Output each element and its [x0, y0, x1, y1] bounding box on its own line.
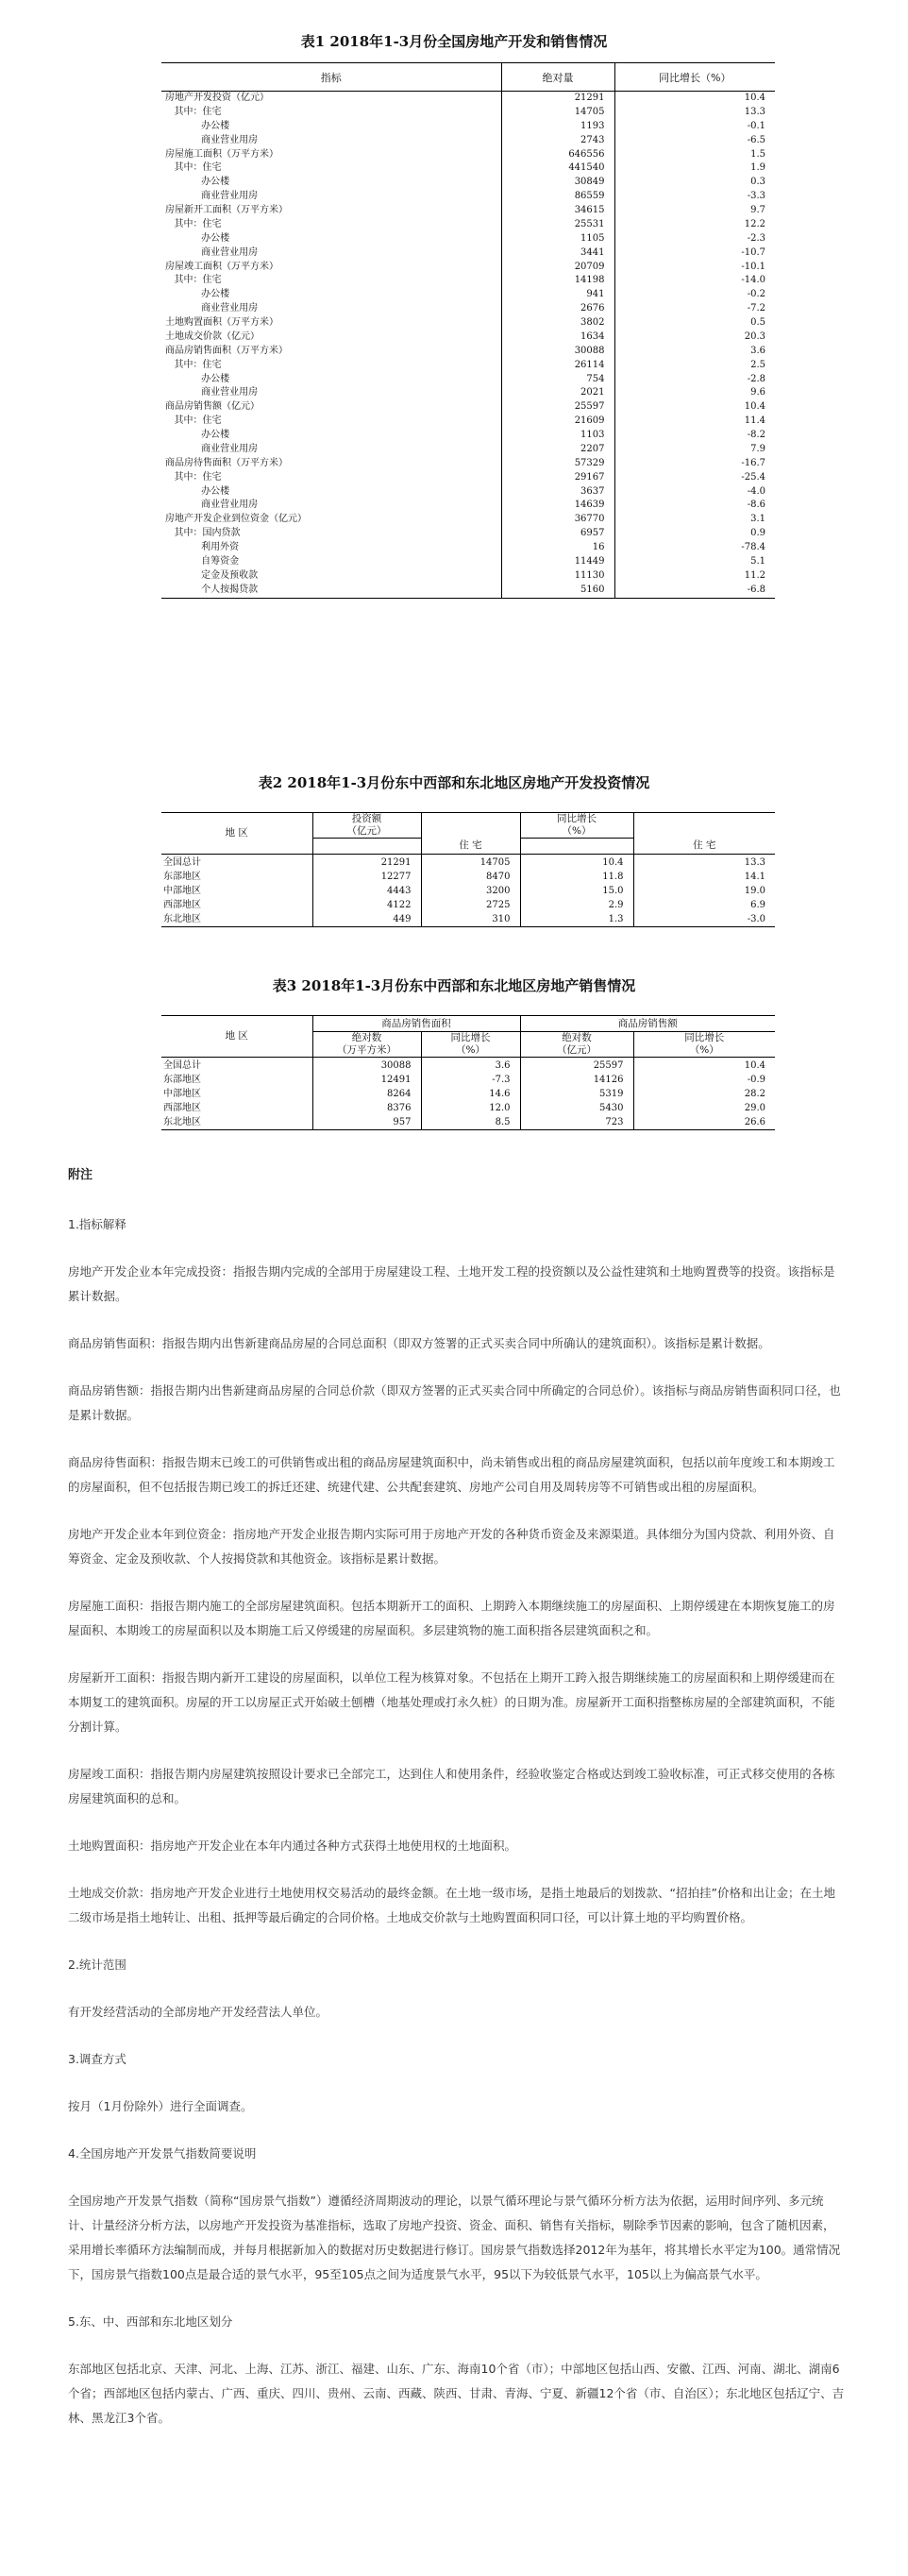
area-growth-cell: -7.3 — [421, 1073, 520, 1087]
absolute-cell: 2676 — [501, 302, 614, 316]
sales-cell: 723 — [520, 1115, 633, 1130]
invest-cell: 4122 — [312, 898, 421, 912]
paragraph: 土地成交价款：指房地产开发企业进行土地使用权交易活动的最终金额。在土地一级市场，是指土地最后的划拨款、“招拍挂”价格和出让金；在土地二级市场是指土地转让、出租、抵押等最后确定的合同价格。土地成交价款与土地购置面积同口径，可以计算土地的平均购置价格。 — [68, 1886, 835, 1924]
housing-cell: 14705 — [421, 855, 520, 871]
table2-header-region: 地 区 — [161, 813, 312, 855]
growth-cell: 9.7 — [614, 204, 775, 218]
table3-header-sales: 商品房销售额 — [520, 1016, 775, 1032]
paragraph: 房屋竣工面积：指报告期内房屋建筑按照设计要求已全部完工，达到住人和使用条件，经验收鉴定合格或达到竣工验收标准，可正式移交使用的各栋房屋建筑面积的总和。 — [68, 1767, 835, 1805]
indicator-cell: 土地成交价款（亿元） — [165, 330, 260, 342]
growth-cell: -10.7 — [614, 246, 775, 261]
table3 — [161, 1015, 775, 1130]
absolute-cell: 14705 — [501, 106, 614, 120]
notes-section — [68, 1163, 846, 2453]
growth-cell: 13.3 — [614, 106, 775, 120]
indicator-cell: 其中：住宅 — [165, 415, 222, 427]
indicator-cell: 其中：住宅 — [165, 162, 222, 174]
absolute-cell: 57329 — [501, 457, 614, 471]
absolute-cell: 30849 — [501, 176, 614, 190]
growth-cell: 15.0 — [520, 884, 633, 898]
table-row — [161, 204, 775, 218]
growth-cell: -10.1 — [614, 261, 775, 275]
region-cell: 西部地区 — [163, 900, 201, 910]
absolute-cell: 3441 — [501, 246, 614, 261]
table-row — [161, 429, 775, 443]
paragraph: 商品房待售面积：指报告期末已竣工的可供销售或出租的商品房屋建筑面积中，尚未销售或出租的商品房屋建筑面积，包括以前年度竣工和本期竣工的房屋面积，但不包括报告期已竣工的拆迁还建、统建代建、公共配套建筑、房地产公司自用及周转房等不可销售或出租的房屋面积。 — [68, 1455, 835, 1494]
table-row — [161, 541, 775, 555]
indicator-cell: 个人按揭贷款 — [165, 584, 259, 595]
table-row — [161, 855, 775, 871]
table-row — [161, 246, 775, 261]
paragraph: 房屋施工面积：指报告期内施工的全部房屋建筑面积。包括本期新开工的面积、上期跨入本期继续施工的房屋面积、上期停缓建在本期恢复施工的房屋面积、本期竣工的房屋面积以及本期施工后又停缓建的房屋面积。多层建筑物的施工面积指各层建筑面积之和。 — [68, 1599, 835, 1637]
absolute-cell: 754 — [501, 373, 614, 387]
table-row — [161, 261, 775, 275]
paragraph: 商品房销售面积：指报告期内出售新建商品房屋的合同总面积（即双方签署的正式买卖合同中所确认的建筑面积）。该指标是累计数据。 — [68, 1336, 770, 1350]
absolute-cell: 1193 — [501, 120, 614, 134]
housing-growth-cell: 13.3 — [633, 855, 775, 871]
table2-title: 表2 2018年1-3月份东中西部和东北地区房地产开发投资情况 — [258, 774, 650, 791]
indicator-cell: 土地购置面积（万平方米） — [165, 317, 278, 328]
growth-cell: 11.8 — [520, 870, 633, 884]
invest-cell: 449 — [312, 912, 421, 927]
absolute-cell: 2021 — [501, 386, 614, 400]
housing-growth-cell: -3.0 — [633, 912, 775, 927]
table-row — [161, 555, 775, 569]
paragraph: 按月（1月份除外）进行全面调查。 — [68, 2099, 253, 2113]
growth-cell: 1.3 — [520, 912, 633, 927]
indicator-cell: 其中：国内贷款 — [165, 528, 241, 539]
table3-header-pct: 同比增长 （%） — [421, 1032, 520, 1058]
sales-cell: 25597 — [520, 1058, 633, 1074]
growth-cell: -2.3 — [614, 232, 775, 246]
area-cell: 12491 — [312, 1073, 421, 1087]
absolute-cell: 441540 — [501, 161, 614, 176]
section-heading: 4.全国房地产开发景气指数简要说明 — [68, 2146, 257, 2161]
area-growth-cell: 8.5 — [421, 1115, 520, 1130]
indicator-cell: 其中：住宅 — [165, 275, 222, 286]
absolute-cell: 86559 — [501, 190, 614, 204]
absolute-cell: 14639 — [501, 499, 614, 513]
indicator-cell: 办公楼 — [165, 373, 230, 384]
table-row — [161, 106, 775, 120]
indicator-cell: 商业营业用房 — [165, 387, 259, 398]
table-row — [161, 457, 775, 471]
absolute-cell: 1105 — [501, 232, 614, 246]
table-row — [161, 527, 775, 541]
housing-cell: 2725 — [421, 898, 520, 912]
growth-cell: 1.5 — [614, 148, 775, 162]
paragraph: 房地产开发企业本年完成投资：指报告期内完成的全部用于房屋建设工程、土地开发工程的投资额以及公益性建筑和土地购置费等的投资。该指标是累计数据。 — [68, 1264, 835, 1303]
section-heading: 3.调查方式 — [68, 2052, 126, 2066]
area-growth-cell: 14.6 — [421, 1087, 520, 1101]
table2 — [161, 812, 775, 927]
section-heading: 1.指标解释 — [68, 1217, 126, 1231]
region-cell: 中部地区 — [163, 1089, 201, 1099]
paragraph: 商品房销售额：指报告期内出售新建商品房屋的合同总价款（即双方签署的正式买卖合同中所确定的合同总价）。该指标与商品房销售面积同口径，也是累计数据。 — [68, 1383, 841, 1422]
section-heading: 2.统计范围 — [68, 1957, 126, 1972]
growth-cell: 3.1 — [614, 513, 775, 527]
housing-growth-cell: 14.1 — [633, 870, 775, 884]
growth-cell: -25.4 — [614, 471, 775, 485]
table-row — [161, 1058, 775, 1074]
growth-cell: 10.4 — [520, 855, 633, 871]
table1-header-absolute: 绝对量 — [501, 63, 614, 92]
housing-growth-cell: 19.0 — [633, 884, 775, 898]
absolute-cell: 25531 — [501, 218, 614, 232]
absolute-cell: 26114 — [501, 359, 614, 373]
indicator-cell: 房屋施工面积（万平方米） — [165, 148, 278, 160]
absolute-cell: 6957 — [501, 527, 614, 541]
region-cell: 东部地区 — [163, 1075, 201, 1085]
growth-cell: 3.6 — [614, 345, 775, 359]
absolute-cell: 21609 — [501, 415, 614, 429]
table-row — [161, 1073, 775, 1087]
paragraph: 房屋新开工面积：指报告期内新开工建设的房屋面积，以单位工程为核算对象。不包括在上期开工跨入报告期继续施工的房屋面积和上期停缓建而在本期复工的建筑面积。房屋的开工以房屋正式开始破土刨槽（地基处理或打永久桩）的日期为准。房屋新开工面积指整栋房屋的全部建筑面积，不能分割计算。 — [68, 1670, 835, 1734]
growth-cell: -78.4 — [614, 541, 775, 555]
absolute-cell: 20709 — [501, 261, 614, 275]
growth-cell: 0.9 — [614, 527, 775, 541]
region-cell: 东北地区 — [163, 914, 201, 924]
indicator-cell: 利用外资 — [165, 542, 240, 552]
notes-heading: 附注 — [68, 1168, 93, 1182]
table1-title: 表1 2018年1-3月份全国房地产开发和销售情况 — [300, 33, 608, 50]
area-cell: 8264 — [312, 1087, 421, 1101]
indicator-cell: 商品房待售面积（万平方米） — [165, 457, 288, 468]
growth-cell: 0.3 — [614, 176, 775, 190]
table3-header-area: 商品房销售面积 — [312, 1016, 520, 1032]
indicator-cell: 其中：住宅 — [165, 106, 222, 117]
table-row — [161, 148, 775, 162]
indicator-cell: 办公楼 — [165, 289, 230, 300]
table-row — [161, 330, 775, 345]
table-row — [161, 274, 775, 288]
indicator-cell: 其中：住宅 — [165, 218, 222, 229]
absolute-cell: 21291 — [501, 92, 614, 106]
absolute-cell: 1103 — [501, 429, 614, 443]
absolute-cell: 36770 — [501, 513, 614, 527]
indicator-cell: 办公楼 — [165, 120, 230, 131]
growth-cell: 20.3 — [614, 330, 775, 345]
table2-header-invest: 投资额 （亿元） — [312, 813, 421, 839]
indicator-cell: 其中：住宅 — [165, 471, 222, 483]
paragraph: 全国房地产开发景气指数（简称“国房景气指数”）遵循经济周期波动的理论，以景气循环理论与景气循环分析方法为依据，运用时间序列、多元统计、计量经济分析方法，以房地产开发投资为基准指标，选取了房地产投资、资金、面积、销售有关指标，剔除季节因素的影响，包含了随机因素，采用增长率循环方法编制而成，并每月根据新加入的数据对历史数据进行修订。国房景气指数选择2012年为基年，将其增长水平定为100。通常情况下，国房景气指数100点是最合适的景气水平，95至105点之间为适度景气水平，95以下为较低景气水平，105以上为偏高景气水平。 — [68, 2194, 841, 2281]
absolute-cell: 5160 — [501, 584, 614, 598]
table1 — [161, 62, 775, 599]
table-row — [161, 912, 775, 927]
sales-growth-cell: 10.4 — [633, 1058, 775, 1074]
table-row — [161, 161, 775, 176]
absolute-cell: 646556 — [501, 148, 614, 162]
table-row — [161, 1115, 775, 1130]
indicator-cell: 商业营业用房 — [165, 246, 259, 258]
indicator-cell: 商业营业用房 — [165, 500, 259, 511]
invest-cell: 12277 — [312, 870, 421, 884]
area-cell: 957 — [312, 1115, 421, 1130]
growth-cell: -6.5 — [614, 134, 775, 148]
table-row — [161, 386, 775, 400]
table-row — [161, 359, 775, 373]
table-row — [161, 499, 775, 513]
growth-cell: -3.3 — [614, 190, 775, 204]
sales-growth-cell: 28.2 — [633, 1087, 775, 1101]
area-growth-cell: 3.6 — [421, 1058, 520, 1074]
absolute-cell: 11449 — [501, 555, 614, 569]
table-row — [161, 485, 775, 500]
sales-cell: 14126 — [520, 1073, 633, 1087]
growth-cell: 9.6 — [614, 386, 775, 400]
region-cell: 全国总计 — [163, 1060, 201, 1071]
table-row — [161, 190, 775, 204]
table3-header-pct2: 同比增长 （%） — [633, 1032, 775, 1058]
table-row — [161, 584, 775, 598]
absolute-cell: 14198 — [501, 274, 614, 288]
growth-cell: -14.0 — [614, 274, 775, 288]
growth-cell: 7.9 — [614, 443, 775, 457]
table-row — [161, 288, 775, 302]
area-growth-cell: 12.0 — [421, 1101, 520, 1115]
region-cell: 中部地区 — [163, 886, 201, 896]
absolute-cell: 25597 — [501, 400, 614, 415]
indicator-cell: 自筹资金 — [165, 555, 240, 567]
absolute-cell: 1634 — [501, 330, 614, 345]
growth-cell: 11.2 — [614, 569, 775, 584]
table-row — [161, 176, 775, 190]
region-cell: 东部地区 — [163, 872, 201, 882]
indicator-cell: 其中：住宅 — [165, 359, 222, 370]
growth-cell: 0.5 — [614, 316, 775, 330]
housing-growth-cell: 6.9 — [633, 898, 775, 912]
indicator-cell: 商品房销售面积（万平方米） — [165, 345, 288, 356]
table-row — [161, 569, 775, 584]
table-row — [161, 400, 775, 415]
table2-header-housing: 住 宅 — [421, 839, 520, 855]
indicator-cell: 定金及预收款 — [165, 569, 259, 581]
absolute-cell: 941 — [501, 288, 614, 302]
growth-cell: 10.4 — [614, 400, 775, 415]
indicator-cell: 房地产开发投资（亿元） — [165, 93, 269, 103]
table1-header-indicator: 指标 — [161, 63, 501, 92]
growth-cell: 2.5 — [614, 359, 775, 373]
region-cell: 西部地区 — [163, 1103, 201, 1113]
table-row — [161, 232, 775, 246]
housing-cell: 310 — [421, 912, 520, 927]
indicator-cell: 办公楼 — [165, 430, 230, 440]
indicator-cell: 商业营业用房 — [165, 443, 259, 454]
indicator-cell: 房屋新开工面积（万平方米） — [165, 205, 288, 215]
table3-header-abs-area: 绝对数 （万平方米） — [312, 1032, 421, 1058]
indicator-cell: 办公楼 — [165, 177, 230, 188]
sales-growth-cell: 26.6 — [633, 1115, 775, 1130]
absolute-cell: 11130 — [501, 569, 614, 584]
absolute-cell: 2207 — [501, 443, 614, 457]
growth-cell: 5.1 — [614, 555, 775, 569]
paragraph: 有开发经营活动的全部房地产开发经营法人单位。 — [68, 2005, 328, 2019]
table-row — [161, 373, 775, 387]
growth-cell: 11.4 — [614, 415, 775, 429]
absolute-cell: 3802 — [501, 316, 614, 330]
growth-cell: -8.2 — [614, 429, 775, 443]
table-row — [161, 134, 775, 148]
absolute-cell: 30088 — [501, 345, 614, 359]
sales-cell: 5319 — [520, 1087, 633, 1101]
paragraph: 土地购置面积：指房地产开发企业在本年内通过各种方式获得土地使用权的土地面积。 — [68, 1839, 517, 1853]
growth-cell: 2.9 — [520, 898, 633, 912]
growth-cell: -2.8 — [614, 373, 775, 387]
table-row — [161, 415, 775, 429]
region-cell: 全国总计 — [163, 857, 201, 868]
indicator-cell: 办公楼 — [165, 485, 230, 497]
indicator-cell: 办公楼 — [165, 232, 230, 244]
table-row — [161, 1101, 775, 1115]
table-row — [161, 898, 775, 912]
sales-cell: 5430 — [520, 1101, 633, 1115]
table3-header-abs-sales: 绝对数 （亿元） — [520, 1032, 633, 1058]
absolute-cell: 29167 — [501, 471, 614, 485]
absolute-cell: 3637 — [501, 485, 614, 500]
growth-cell: -7.2 — [614, 302, 775, 316]
invest-cell: 4443 — [312, 884, 421, 898]
invest-cell: 21291 — [312, 855, 421, 871]
housing-cell: 3200 — [421, 884, 520, 898]
table-row — [161, 92, 775, 106]
indicator-cell: 商业营业用房 — [165, 191, 259, 202]
sales-growth-cell: 29.0 — [633, 1101, 775, 1115]
absolute-cell: 34615 — [501, 204, 614, 218]
paragraph: 房地产开发企业本年到位资金：指房地产开发企业报告期内实际可用于房地产开发的各种货币资金及来源渠道。具体细分为国内贷款、利用外资、自筹资金、定金及预收款、个人按揭贷款和其他资金。该指标是累计数据。 — [68, 1527, 835, 1566]
table1-header-growth: 同比增长（%） — [614, 63, 775, 92]
table3-header-region: 地 区 — [161, 1016, 312, 1058]
growth-cell: -4.0 — [614, 485, 775, 500]
indicator-cell: 房地产开发企业到位资金（亿元） — [165, 514, 307, 525]
area-cell: 8376 — [312, 1101, 421, 1115]
table-row — [161, 345, 775, 359]
indicator-cell: 商业营业用房 — [165, 134, 259, 145]
region-cell: 东北地区 — [163, 1117, 201, 1127]
table2-header-growth: 同比增长 （%） — [520, 813, 633, 839]
table-row — [161, 471, 775, 485]
table-row — [161, 513, 775, 527]
growth-cell: -16.7 — [614, 457, 775, 471]
table2-header-housing2: 住 宅 — [633, 839, 775, 855]
table-row — [161, 316, 775, 330]
paragraph: 东部地区包括北京、天津、河北、上海、江苏、浙江、福建、山东、广东、海南10个省（市）；中部地区包括山西、安徽、江西、河南、湖北、湖南6个省；西部地区包括内蒙古、广西、重庆、四川、贵州、云南、西藏、陕西、甘肃、青海、宁夏、新疆12个省（市、自治区）；东北地区包括辽宁、吉林、黑龙江3个省。 — [68, 2362, 845, 2425]
growth-cell: 12.2 — [614, 218, 775, 232]
sales-growth-cell: -0.9 — [633, 1073, 775, 1087]
absolute-cell: 2743 — [501, 134, 614, 148]
growth-cell: -0.2 — [614, 288, 775, 302]
area-cell: 30088 — [312, 1058, 421, 1074]
growth-cell: 10.4 — [614, 92, 775, 106]
growth-cell: -6.8 — [614, 584, 775, 598]
table3-title: 表3 2018年1-3月份东中西部和东北地区房地产销售情况 — [272, 977, 636, 994]
indicator-cell: 商业营业用房 — [165, 303, 259, 314]
growth-cell: 1.9 — [614, 161, 775, 176]
table-row — [161, 884, 775, 898]
table-row — [161, 870, 775, 884]
table-row — [161, 302, 775, 316]
section-heading: 5.东、中、西部和东北地区划分 — [68, 2314, 233, 2329]
indicator-cell: 商品房销售额（亿元） — [165, 401, 260, 413]
growth-cell: -8.6 — [614, 499, 775, 513]
housing-cell: 8470 — [421, 870, 520, 884]
indicator-cell: 房屋竣工面积（万平方米） — [165, 261, 278, 272]
absolute-cell: 16 — [501, 541, 614, 555]
table-row — [161, 443, 775, 457]
growth-cell: -0.1 — [614, 120, 775, 134]
table-row — [161, 120, 775, 134]
table-row — [161, 218, 775, 232]
table-row — [161, 1087, 775, 1101]
